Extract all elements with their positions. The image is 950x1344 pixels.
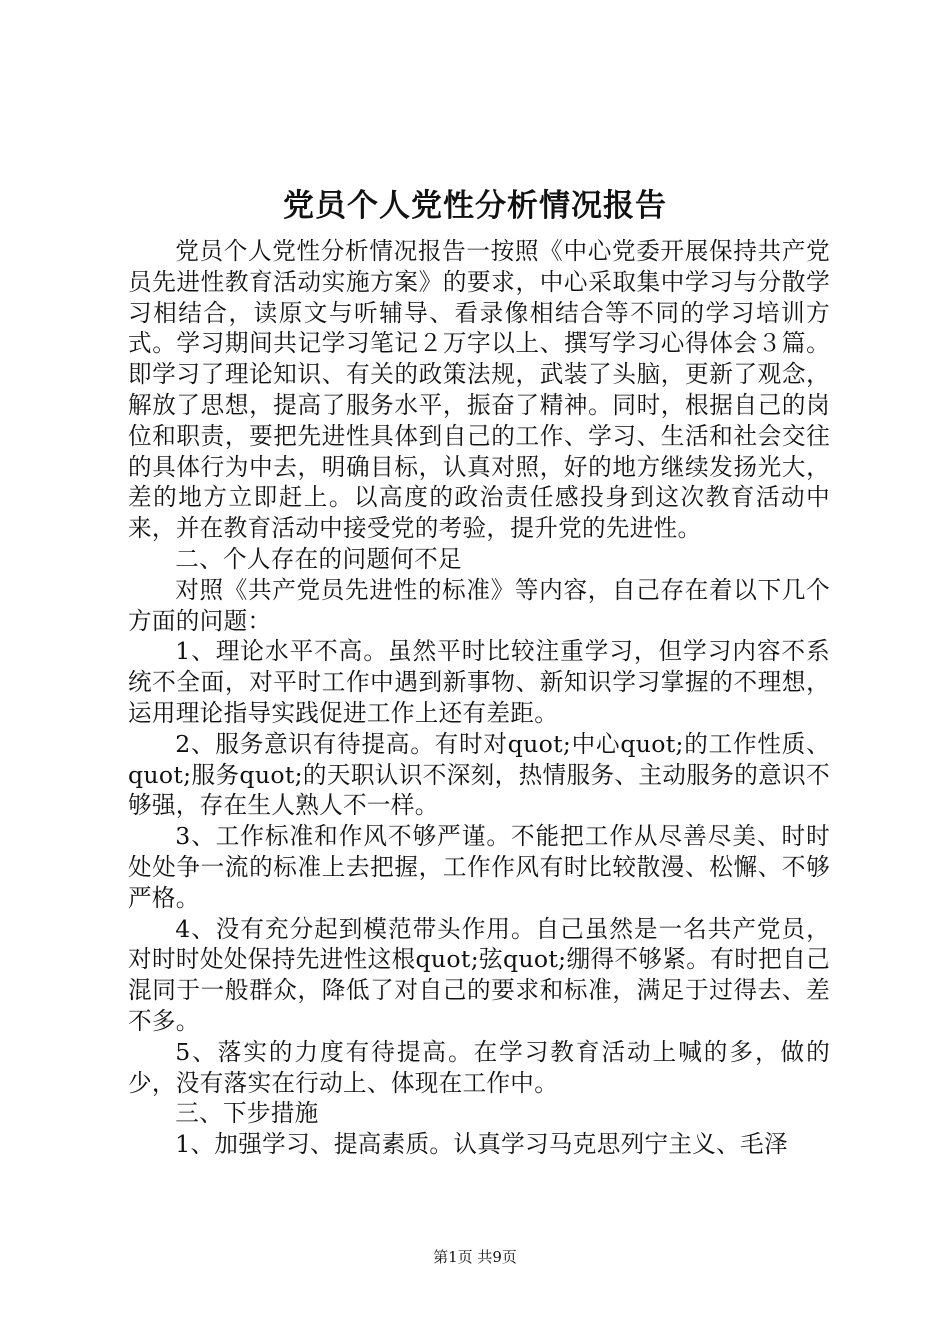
section-heading-problems: 二、个人存在的问题何不足	[175, 544, 462, 573]
paragraph-problem-3: 3、工作标准和作风不够严谨。不能把工作从尽善尽美、时时处处争一流的标准上去把握，工作作风有时比较散漫、松懈、不够严格。	[128, 822, 830, 912]
paragraph-intro: 党员个人党性分析情况报告一按照《中心党委开展保持共产党员先进性教育活动实施方案》的要求，中心采取集中学习与分散学习相结合，读原文与听辅导、看录像相结合等不同的学习培训方式。学习期间共记学习笔记２万字以上、撰写学习心得体会３篇。即学习了理论知识、有关的政策法规，武装了头脑，更新了观念，解放了思想，提高了服务水平，振奋了精神。同时，根据自己的岗位和职责，要把先进性具体到自己的工作、学习、生活和社会交往的具体行为中去，明确目标，认真对照，好的地方继续发扬光大，差的地方立即赶上。以高度的政治责任感投身到这次教育活动中来，并在教育活动中接受党的考验，提升党的先进性。	[128, 237, 830, 543]
paragraph-measure-1: 1、加强学习、提高素质。认真学习马克思列宁主义、毛泽	[175, 1130, 788, 1159]
section-heading-measures: 三、下步措施	[175, 1099, 319, 1128]
paragraph-problems-intro: 对照《共产党员先进性的标准》等内容，自己存在着以下几个方面的问题：	[128, 575, 830, 635]
document-body	[128, 236, 830, 1160]
document-title: 党员个人党性分析情况报告	[283, 188, 667, 224]
paragraph-problem-2: 2、服务意识有待提高。有时对quot;中心quot;的工作性质、quot;服务quot;的天职认识不深刻，热情服务、主动服务的意识不够强，存在生人熟人不一样。	[128, 729, 830, 820]
paragraph-problem-5: 5、落实的力度有待提高。在学习教育活动上喊的多，做的少，没有落实在行动上、体现在工作中。	[128, 1037, 830, 1097]
paragraph-problem-1: 1、理论水平不高。虽然平时比较注重学习，但学习内容不系统不全面，对平时工作中遇到新事物、新知识学习掌握的不理想，运用理论指导实践促进工作上还有差距。	[128, 637, 830, 727]
paragraph-problem-4: 4、没有充分起到模范带头作用。自己虽然是一名共产党员，对时时处处保持先进性这根quot;弦quot;绷得不够紧。有时把自己混同于一般群众，降低了对自己的要求和标准，满足于过得去、差不多。	[128, 914, 830, 1035]
page-footer: 第1页 共9页	[433, 1248, 517, 1266]
